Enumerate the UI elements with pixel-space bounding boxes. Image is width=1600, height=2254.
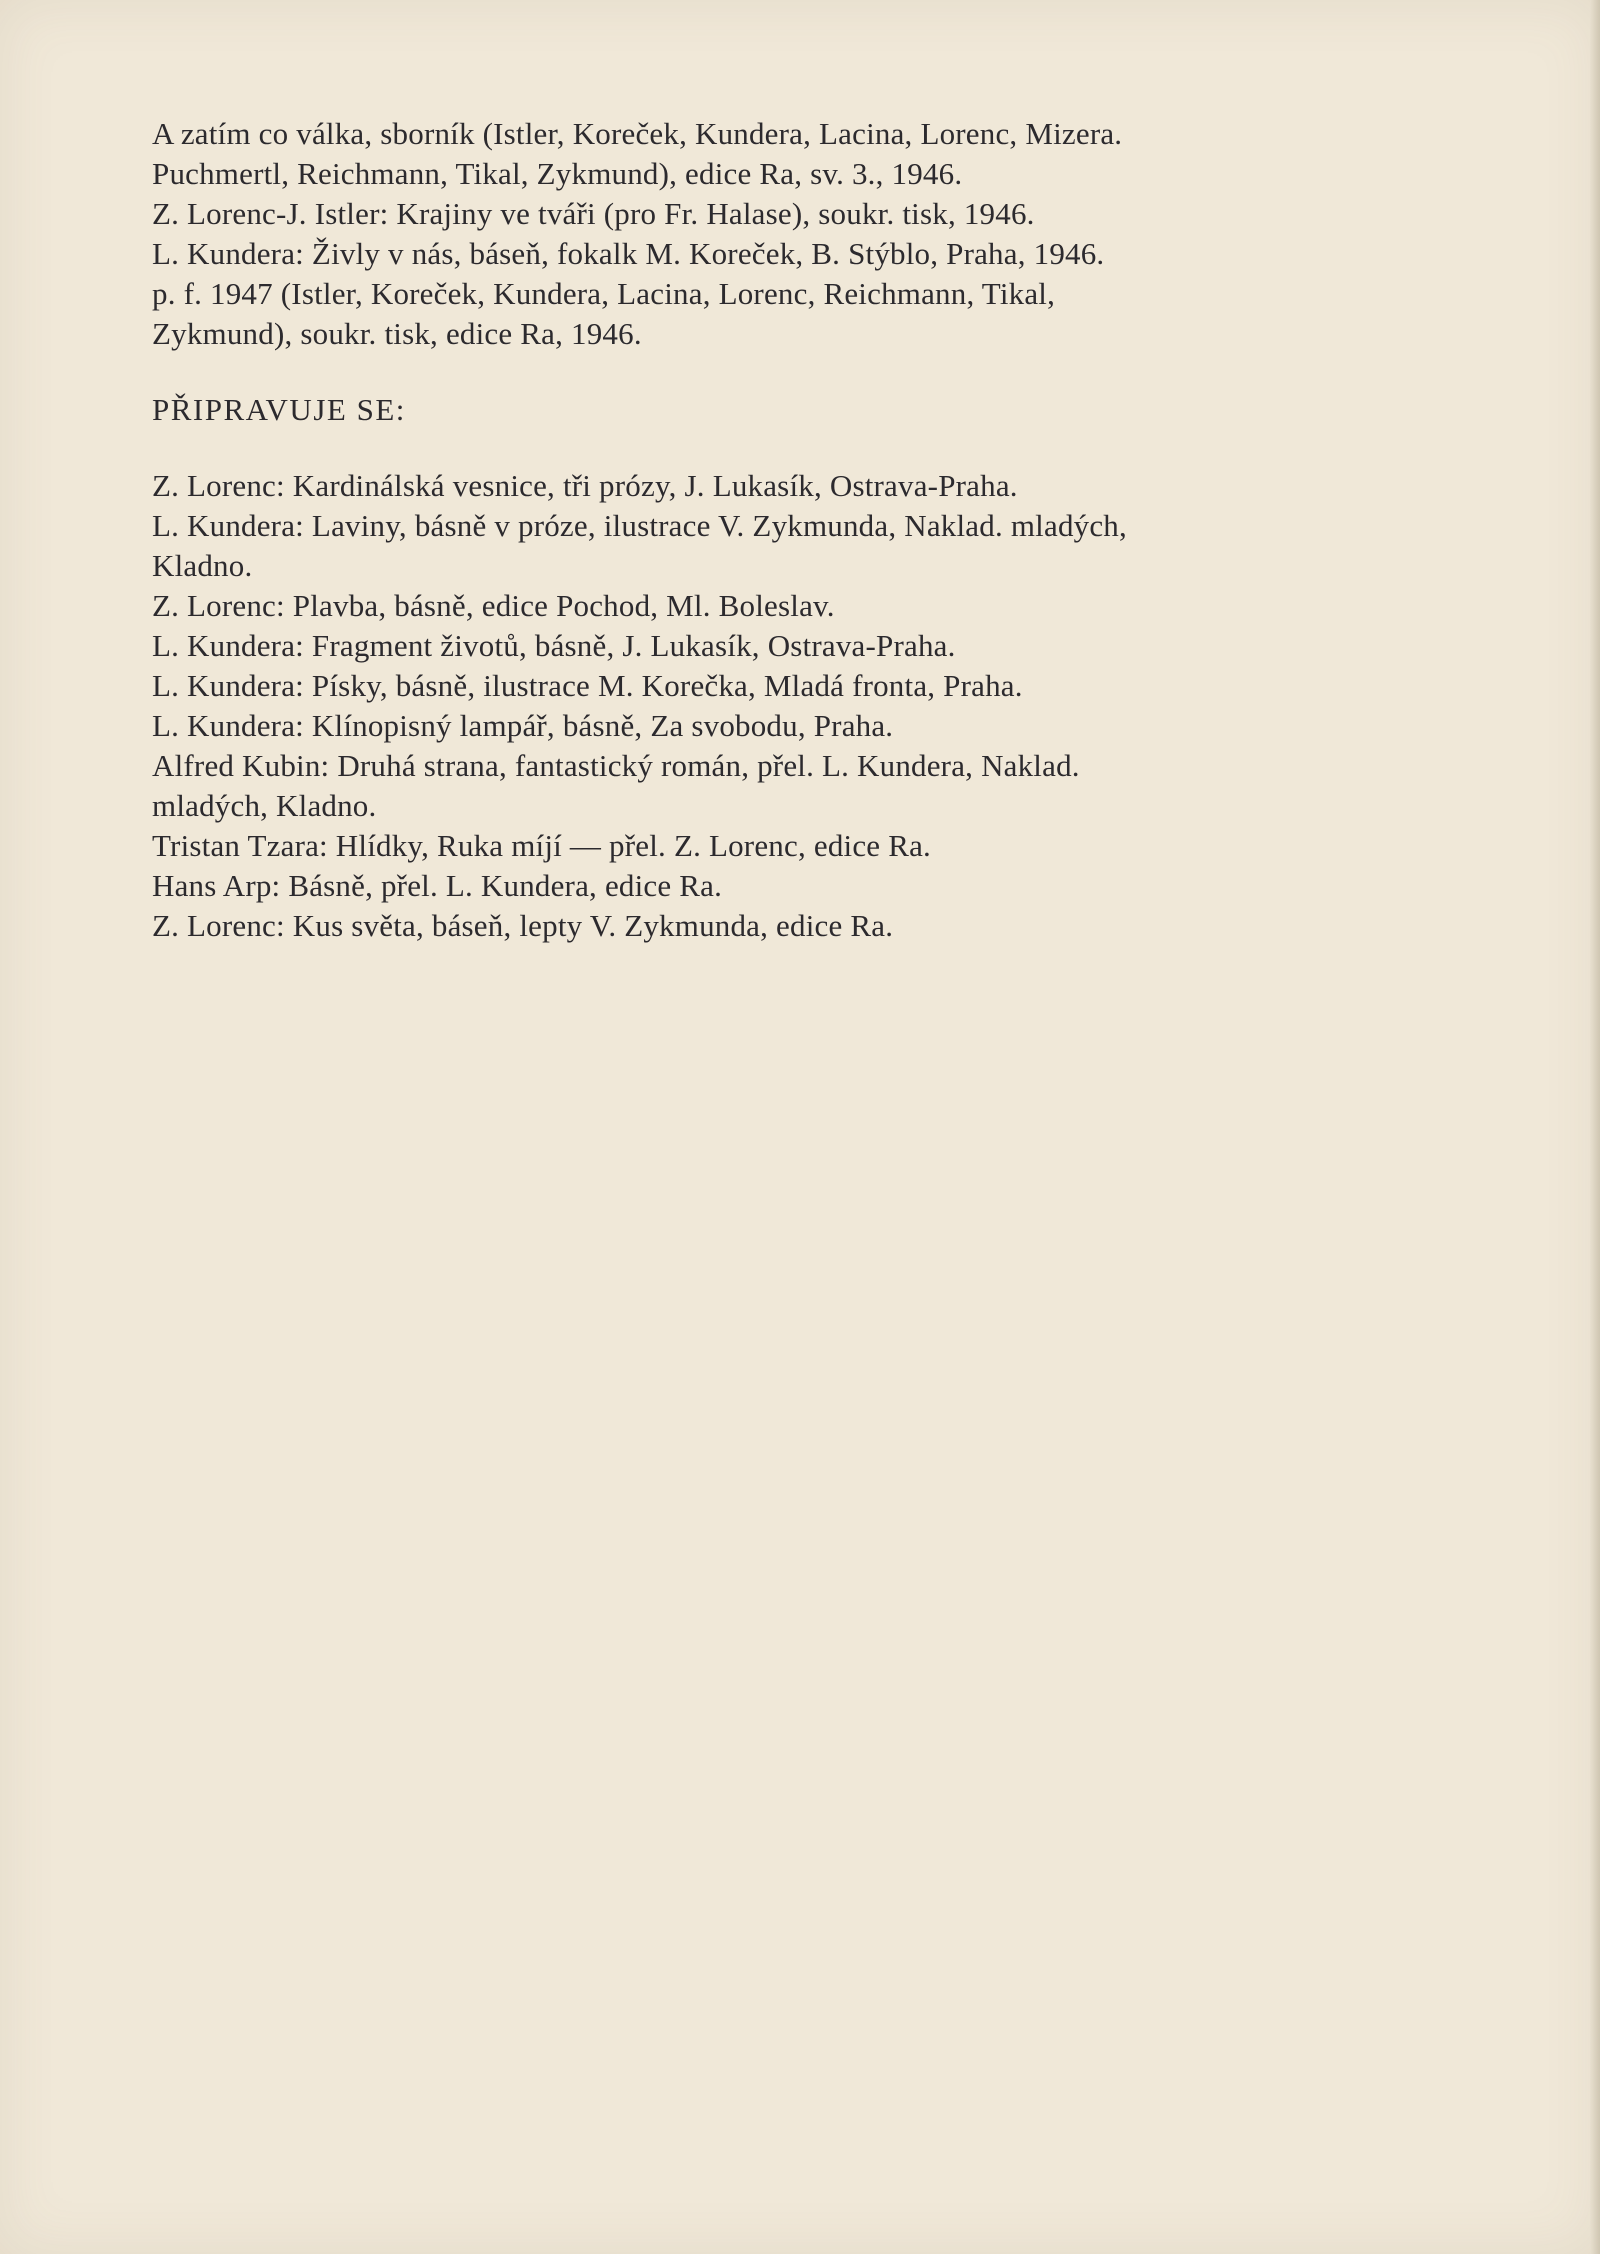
forthcoming-line: Z. Lorenc: Plavba, básně, edice Pochod, Ml. Boleslav. (152, 588, 835, 623)
forthcoming-line: Z. Lorenc: Kus světa, báseň, lepty V. Zykmunda, edice Ra. (152, 908, 894, 943)
forthcoming-line: Kladno. (152, 548, 253, 583)
forthcoming-line: Tristan Tzara: Hlídky, Ruka míjí — přel. Z. Lorenc, edice Ra. (152, 828, 931, 863)
published-line: Zykmund), soukr. tisk, edice Ra, 1946. (152, 316, 642, 351)
forthcoming-line: L. Kundera: Laviny, básně v próze, ilustrace V. Zykmunda, Naklad. mladých, (152, 508, 1127, 543)
forthcoming-line: L. Kundera: Písky, básně, ilustrace M. Korečka, Mladá fronta, Praha. (152, 668, 1023, 703)
page-edge (1590, 0, 1600, 2254)
published-line: Puchmertl, Reichmann, Tikal, Zykmund), edice Ra, sv. 3., 1946. (152, 156, 963, 191)
forthcoming-line: Z. Lorenc: Kardinálská vesnice, tři prózy, J. Lukasík, Ostrava-Praha. (152, 468, 1018, 503)
forthcoming-line: Alfred Kubin: Druhá strana, fantastický román, přel. L. Kundera, Naklad. (152, 748, 1080, 783)
forthcoming-line: L. Kundera: Klínopisný lampář, básně, Za svobodu, Praha. (152, 708, 894, 743)
forthcoming-line: L. Kundera: Fragment životů, básně, J. Lukasík, Ostrava-Praha. (152, 628, 956, 663)
bibliography-text (152, 114, 1392, 946)
forthcoming-line: mladých, Kladno. (152, 788, 377, 823)
forthcoming-line: Hans Arp: Básně, přel. L. Kundera, edice Ra. (152, 868, 723, 903)
published-line: L. Kundera: Živly v nás, báseň, fokalk M. Koreček, B. Stýblo, Praha, 1946. (152, 236, 1105, 271)
published-line: A zatím co válka, sborník (Istler, Koreček, Kundera, Lacina, Lorenc, Mizera. (152, 116, 1123, 151)
published-line: p. f. 1947 (Istler, Koreček, Kundera, Lacina, Lorenc, Reichmann, Tikal, (152, 276, 1056, 311)
published-line: Z. Lorenc-J. Istler: Krajiny ve tváři (pro Fr. Halase), soukr. tisk, 1946. (152, 196, 1035, 231)
section-heading: PŘIPRAVUJE SE: (152, 392, 406, 427)
